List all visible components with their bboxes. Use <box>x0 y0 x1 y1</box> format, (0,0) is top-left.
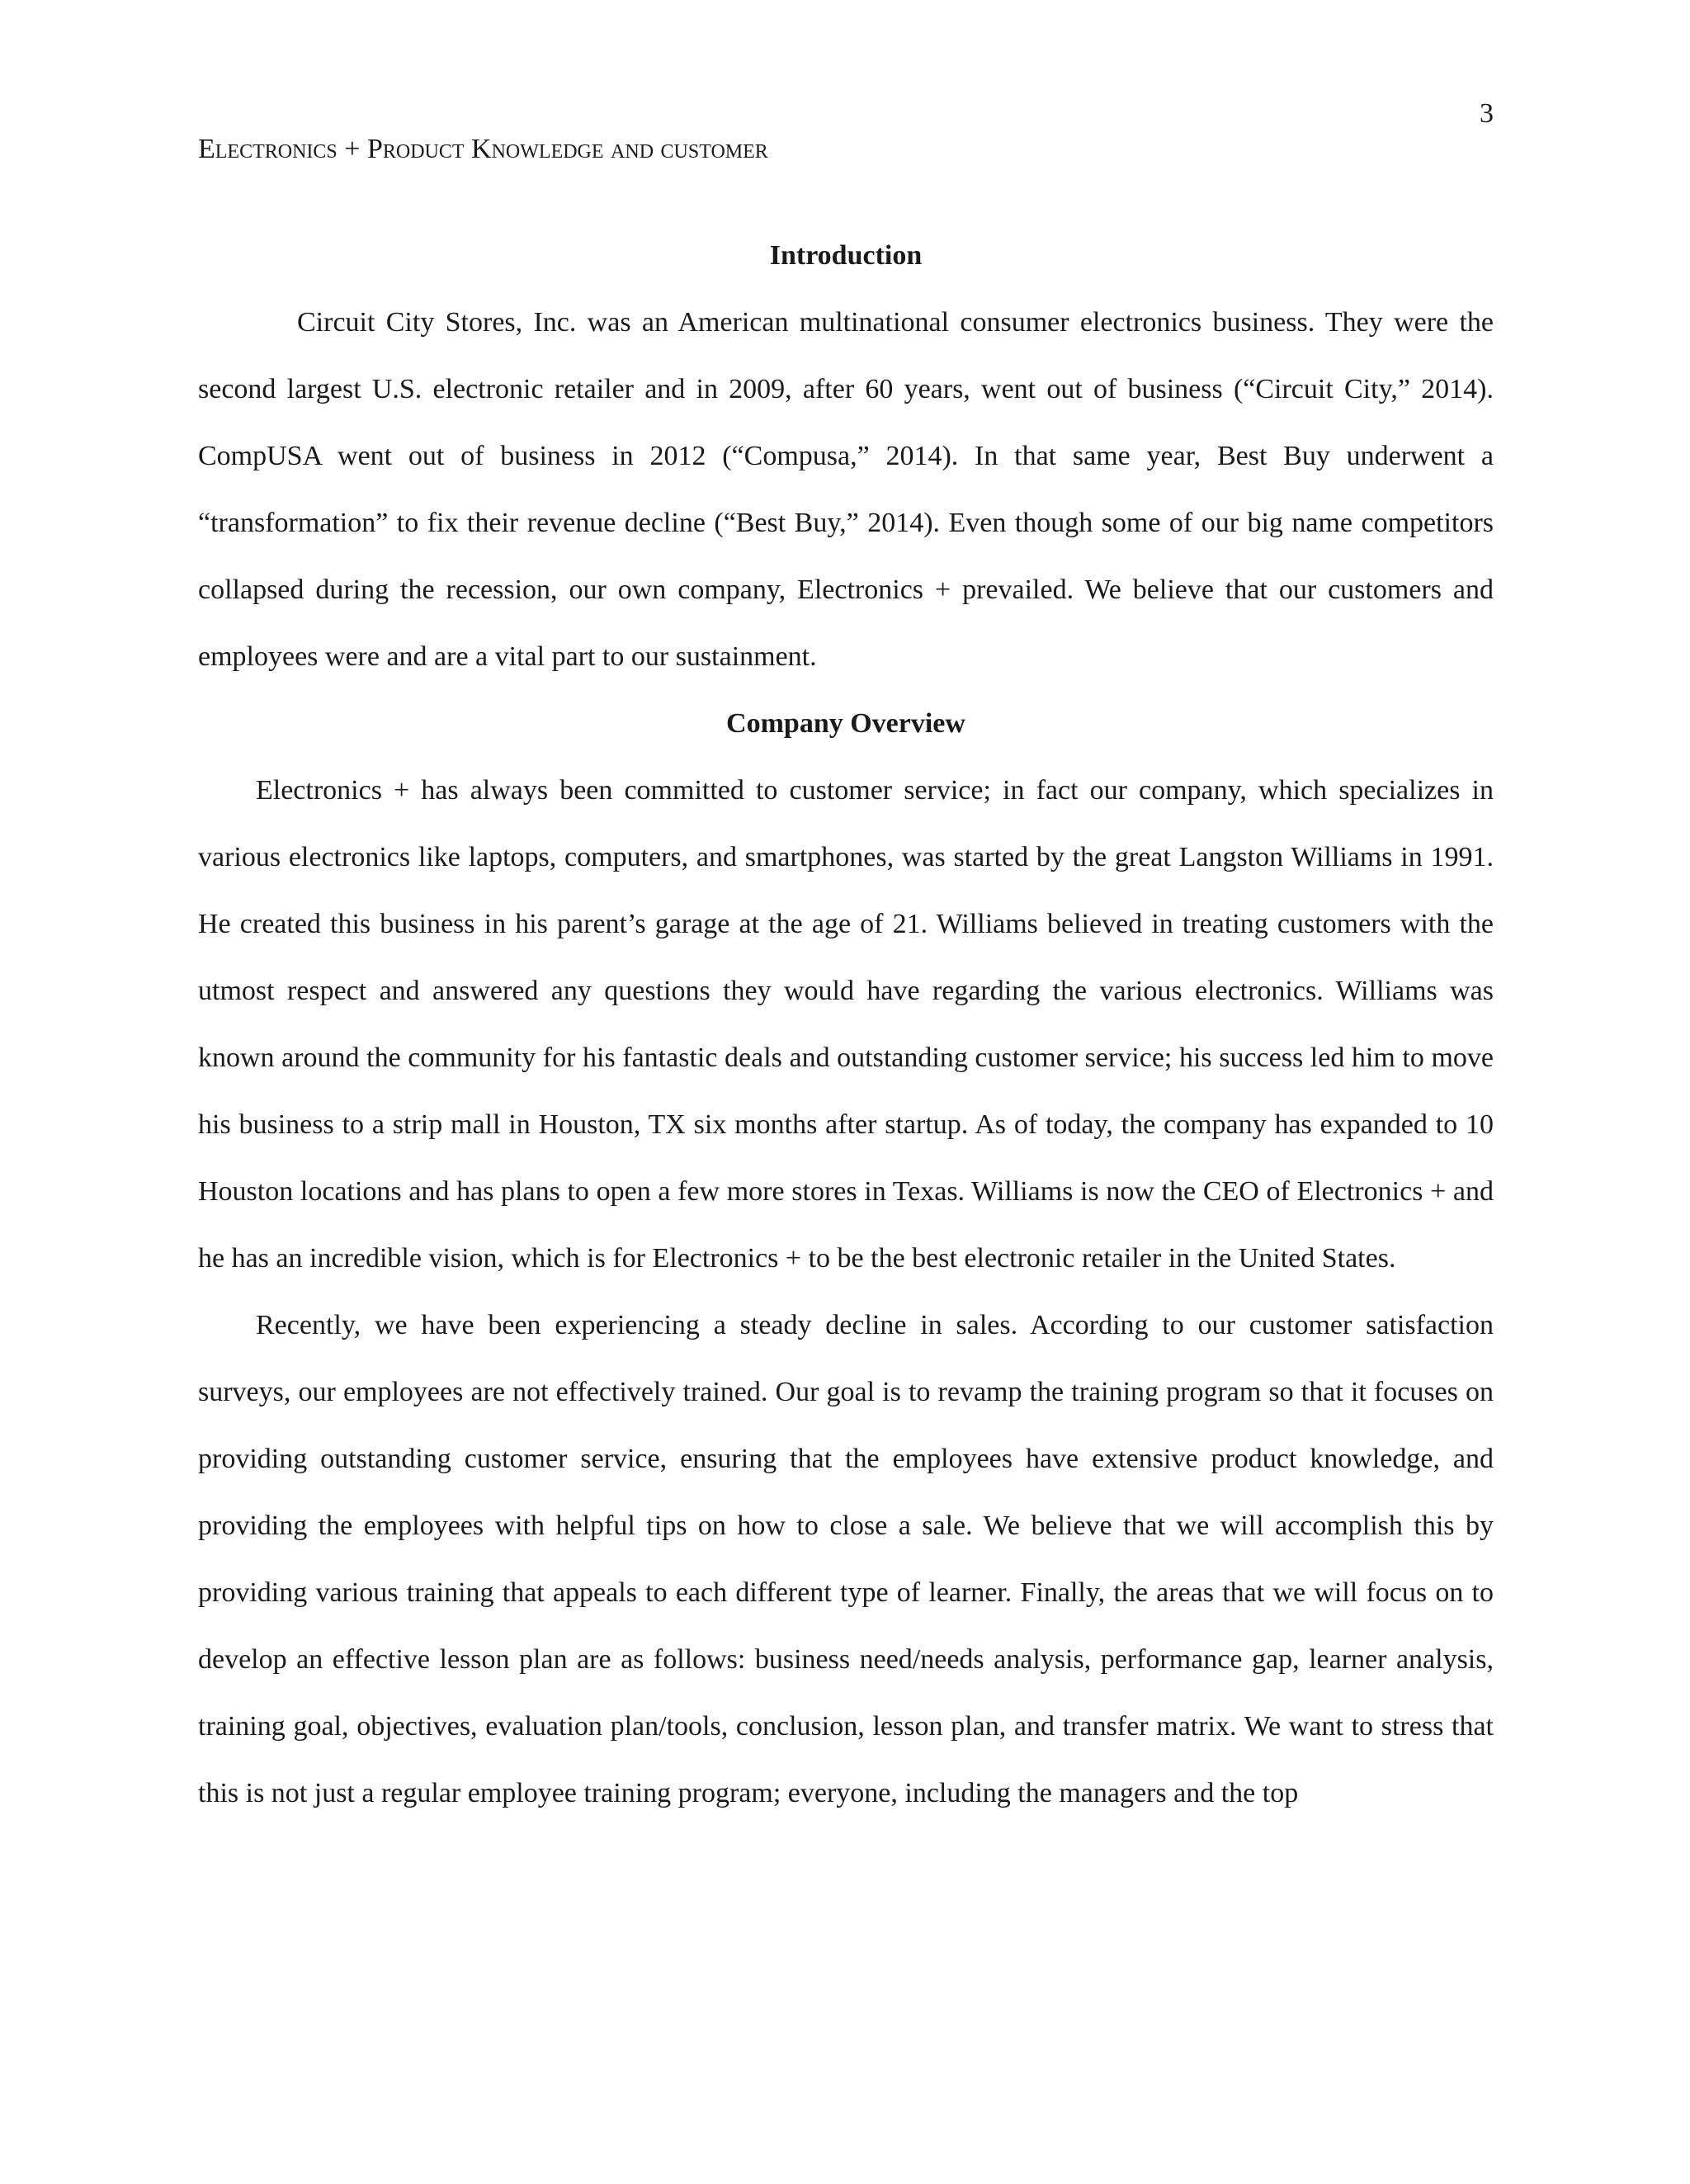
page-number: 3 <box>1480 98 1494 129</box>
running-head: Electronics + Product Knowledge and customer <box>198 134 768 164</box>
paragraph-company-history: Electronics + has always been committed to customer service; in fact our company, which specializes in various electronics like laptops, computers, and smartphones, was started by the great Langston Williams in 1991. He created this business in his parent’s garage at the age of 21. Williams believed in treating customers with the utmost respect and answered any questions they would have regarding the various electronics. Williams was known around the community for his fantastic deals and outstanding customer service; his success led him to move his business to a strip mall in Houston, TX six months after startup. As of today, the company has expanded to 10 Houston locations and has plans to open a few more stores in Texas. Williams is now the CEO of Electronics + and he has an incredible vision, which is for Electronics + to be the best electronic retailer in the United States. <box>198 775 1494 1274</box>
paragraph-introduction: Circuit City Stores, Inc. was an American multinational consumer electronics business. They were the second largest U.S. electronic retailer and in 2009, after 60 years, went out of business (“Circuit City,” 2014). CompUSA went out of business in 2012 (“Compusa,” 2014). In that same year, Best Buy underwent a “transformation” to fix their revenue decline (“Best Buy,” 2014). Even though some of our big name competitors collapsed during the recession, our own company, Electronics + prevailed. We believe that our customers and employees were and are a vital part to our sustainment. <box>198 307 1494 672</box>
section-heading-company-overview: Company Overview <box>726 708 965 739</box>
paragraph-sales-decline: Recently, we have been experiencing a steady decline in sales. According to our customer satisfaction surveys, our employees are not effectively trained. Our goal is to revamp the training program so that it focuses on providing outstanding customer service, ensuring that the employees have extensive product knowledge, and providing the employees with helpful tips on how to close a sale. We believe that we will accomplish this by providing various training that appeals to each different type of learner. Finally, the areas that we will focus on to develop an effective lesson plan are as follows: business need/needs analysis, performance gap, learner analysis, training goal, objectives, evaluation plan/tools, conclusion, lesson plan, and transfer matrix. We want to stress that this is not just a regular employee training program; everyone, including the managers and the top <box>198 1310 1494 1808</box>
document-body <box>198 222 1494 1827</box>
section-heading-introduction: Introduction <box>769 240 923 271</box>
